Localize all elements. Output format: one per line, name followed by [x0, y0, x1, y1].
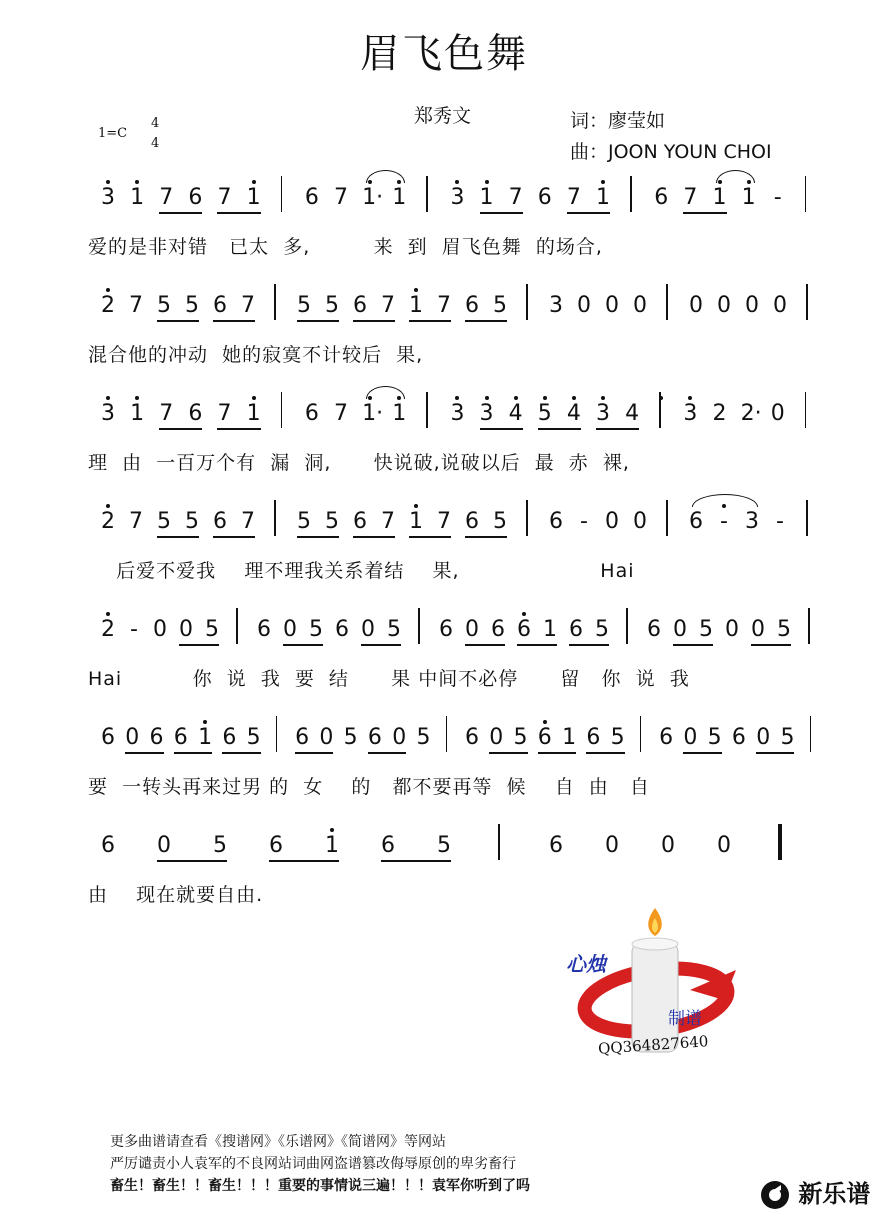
note: 6: [188, 185, 203, 210]
note: 6: [647, 617, 661, 642]
octave-dot: [514, 396, 518, 400]
beam-line: [538, 428, 581, 430]
beam-line: [465, 320, 507, 322]
note: 7: [333, 401, 348, 426]
note: 0: [577, 293, 591, 318]
beam-line: [409, 536, 451, 538]
beam-line: [217, 428, 260, 430]
site-name: 新乐谱: [798, 1180, 871, 1208]
note: 5: [343, 725, 358, 750]
note: 0: [633, 509, 647, 534]
bar-line: [526, 284, 528, 320]
note: 0: [125, 725, 140, 750]
octave-dot: [543, 396, 547, 400]
note: 0: [319, 725, 334, 750]
bar-line: [805, 176, 807, 212]
beam-line: [179, 644, 219, 646]
octave-dot: [414, 288, 418, 292]
bar-line: [498, 824, 500, 860]
note: 0: [725, 617, 739, 642]
note: 5: [213, 833, 227, 858]
note: 3: [101, 185, 115, 210]
notation-row: [0, 398, 888, 448]
beam-line: [567, 212, 610, 214]
octave-dot: [543, 720, 547, 724]
notation-row: [0, 506, 888, 556]
octave-dot: [455, 396, 459, 400]
lyric-line-1: 爱的是非对错 已太 多, 来 到 眉飞色舞 的场合,: [88, 236, 603, 258]
note: 6: [173, 725, 188, 750]
note: 7: [129, 293, 143, 318]
note: 5: [325, 509, 339, 534]
site-logo: [760, 1174, 870, 1210]
octave-dot: [659, 396, 663, 400]
note: 1: [392, 401, 407, 426]
beam-line: [217, 212, 260, 214]
note: 6: [335, 617, 349, 642]
note: 3: [745, 509, 759, 534]
beam-line: [538, 752, 576, 754]
note: 2: [712, 401, 727, 426]
note: 1: [198, 725, 213, 750]
beam-line: [465, 644, 505, 646]
note: 6: [353, 293, 367, 318]
note: 6: [304, 185, 319, 210]
bar-line: [274, 284, 276, 320]
footer-line-2: 严厉谴责小人袁军的不良网站词曲网盗谱篡改侮辱原创的卑劣畜行: [110, 1156, 516, 1172]
note: 7: [241, 509, 255, 534]
beam-line: [480, 212, 523, 214]
note: 6: [213, 293, 227, 318]
note: 6: [586, 725, 601, 750]
beam-line: [596, 428, 639, 430]
beam-line: [751, 644, 791, 646]
beam-line: [297, 320, 339, 322]
lyric-line-7: 由 现在就要自由.: [88, 884, 264, 906]
note: 0: [673, 617, 687, 642]
note: 3: [479, 401, 494, 426]
note: 6: [465, 509, 479, 534]
note: 0: [683, 725, 698, 750]
bar-line: [810, 716, 812, 752]
bar-line: [808, 608, 810, 644]
beam-line: [480, 428, 523, 430]
notation-row: [0, 290, 888, 340]
time-signature-top: 4: [151, 116, 160, 131]
note: 0: [283, 617, 297, 642]
note: 5: [610, 725, 625, 750]
note: 5: [493, 509, 507, 534]
bar-line: [778, 824, 782, 860]
note: 7: [217, 401, 232, 426]
note: 7: [381, 293, 395, 318]
beam-line: [683, 212, 726, 214]
note: 2: [101, 509, 115, 534]
bar-line: [640, 716, 642, 752]
beam-line: [381, 860, 451, 862]
octave-dot: [106, 288, 110, 292]
note: 7: [241, 293, 255, 318]
note: 6: [188, 401, 203, 426]
note: 6: [213, 509, 227, 534]
octave-dot: [106, 180, 110, 184]
octave-dot: [106, 504, 110, 508]
note: 5: [437, 833, 451, 858]
footer-line-1: 更多曲谱请查看《搜谱网》《乐谱网》《简谱网》等网站: [110, 1134, 446, 1150]
note: 1: [479, 185, 494, 210]
note: 1: [409, 293, 423, 318]
note: 7: [437, 293, 451, 318]
note: 0: [392, 725, 407, 750]
time-signature-bottom: 4: [151, 136, 160, 151]
lyric-line-4: 后爱不爱我 理不理我关系着结 果, Hai: [88, 560, 635, 582]
note: 0: [179, 617, 193, 642]
note: 5: [493, 293, 507, 318]
note: 6: [689, 509, 703, 534]
note: 0: [153, 617, 167, 642]
tie-arc: [366, 170, 405, 183]
beam-line: [673, 644, 713, 646]
lyric-line-3: 理 由 一百万个有 漏 洞, 快说破,说破以后 最 赤 裸,: [88, 452, 630, 474]
lyricist-credit: 词：廖莹如: [570, 110, 666, 132]
bar-line: [236, 608, 238, 644]
note: 0: [633, 293, 647, 318]
notation-row: [0, 614, 888, 664]
note: 3: [450, 401, 465, 426]
note: 5: [297, 509, 311, 534]
note: 0: [465, 617, 479, 642]
octave-dot: [522, 612, 526, 616]
composer-credit: 曲：JOON YOUN CHOI: [570, 141, 772, 163]
tie-arc: [716, 170, 755, 183]
note: 0: [605, 833, 619, 858]
singer: 郑秀文: [414, 105, 472, 127]
note: 7: [159, 401, 174, 426]
bar-line: [666, 284, 668, 320]
notation-row: [0, 182, 888, 232]
note: 7: [381, 509, 395, 534]
beam-line: [213, 320, 255, 322]
note: 6: [549, 833, 563, 858]
note: 4: [625, 401, 640, 426]
bar-line: [281, 176, 283, 212]
beam-line: [222, 752, 260, 754]
note: 6: [222, 725, 237, 750]
notation-row: [0, 722, 888, 772]
note: 4: [508, 401, 523, 426]
note: 1: [562, 725, 577, 750]
note: 6: [295, 725, 310, 750]
bar-line: [274, 500, 276, 536]
beam-line: [489, 752, 527, 754]
page-title: 眉飞色舞: [360, 31, 528, 77]
note: 6: [257, 617, 271, 642]
notation-row: [0, 830, 888, 880]
note: 5: [309, 617, 323, 642]
note: 5: [387, 617, 401, 642]
note: 1: [712, 185, 727, 210]
note: 6: [659, 725, 674, 750]
bar-line: [626, 608, 628, 644]
logo-qq: QQ364827640: [597, 1032, 709, 1058]
note: 0: [717, 293, 731, 318]
note: 7: [566, 185, 581, 210]
beam-line: [157, 320, 199, 322]
note: 5: [699, 617, 713, 642]
note: -: [130, 617, 138, 642]
note: 5: [707, 725, 722, 750]
note: 5: [416, 725, 431, 750]
note: 6: [381, 833, 395, 858]
record-icon: [760, 1180, 790, 1210]
octave-dot: [601, 396, 605, 400]
note: 6: [439, 617, 453, 642]
candle-logo: [560, 900, 760, 1070]
tie-arc: [692, 494, 758, 507]
note: 6: [149, 725, 164, 750]
beam-line: [125, 752, 163, 754]
note: 6: [731, 725, 746, 750]
logo-text-left: 心烛: [566, 952, 606, 976]
note: 5: [157, 293, 171, 318]
logo-text-right: 制谱: [668, 1009, 702, 1029]
note: 6: [569, 617, 583, 642]
note: 0: [605, 293, 619, 318]
octave-dot: [135, 180, 139, 184]
bar-line: [805, 392, 807, 428]
beam-line: [586, 752, 624, 754]
note: 0: [770, 401, 785, 426]
note: 1·: [362, 185, 384, 210]
note: 5: [157, 509, 171, 534]
note: 3: [683, 401, 698, 426]
note: 0: [773, 293, 787, 318]
bar-line: [446, 716, 448, 752]
note: 5: [537, 401, 552, 426]
note: 6: [465, 293, 479, 318]
note: 7: [437, 509, 451, 534]
octave-dot: [106, 612, 110, 616]
note: -: [776, 509, 784, 534]
octave-dot: [330, 828, 334, 832]
beam-line: [569, 644, 609, 646]
note: 6: [269, 833, 283, 858]
note: 1: [392, 185, 407, 210]
note: 0: [489, 725, 504, 750]
note: 3: [596, 401, 611, 426]
note: 6: [517, 617, 531, 642]
lyric-line-2: 混合他的冲动 她的寂寞不计较后 果,: [88, 344, 424, 366]
note: 0: [756, 725, 771, 750]
note: 3: [549, 293, 563, 318]
bar-line: [426, 176, 428, 212]
note: 1: [741, 185, 756, 210]
beam-line: [361, 644, 401, 646]
beam-line: [157, 536, 199, 538]
octave-dot: [572, 396, 576, 400]
beam-line: [465, 536, 507, 538]
note: 0: [661, 833, 675, 858]
note: 7: [508, 185, 523, 210]
bar-line: [426, 392, 428, 428]
note: 1: [246, 185, 261, 210]
beam-line: [157, 860, 227, 862]
note: 0: [689, 293, 703, 318]
note: 6: [491, 617, 505, 642]
note: 1: [543, 617, 557, 642]
beam-line: [368, 752, 406, 754]
note: 1: [596, 185, 611, 210]
beam-line: [353, 536, 395, 538]
note: 1: [409, 509, 423, 534]
note: 7: [683, 185, 698, 210]
beam-line: [159, 212, 202, 214]
note: 7: [333, 185, 348, 210]
beam-line: [174, 752, 212, 754]
octave-dot: [252, 396, 256, 400]
note: 6: [537, 725, 552, 750]
bar-line: [806, 500, 808, 536]
note: -: [720, 509, 728, 534]
bar-line: [666, 500, 668, 536]
note: 0: [717, 833, 731, 858]
note: 5: [325, 293, 339, 318]
octave-dot: [455, 180, 459, 184]
note: 7: [159, 185, 174, 210]
note: 0: [361, 617, 375, 642]
octave-dot: [688, 396, 692, 400]
footer-line-3: 畜生！畜生！！畜生！！！重要的事情说三遍！！！袁军你听到了吗: [110, 1178, 530, 1194]
octave-dot: [203, 720, 207, 724]
octave-dot: [414, 504, 418, 508]
note: 5: [185, 509, 199, 534]
note: 6: [101, 833, 115, 858]
beam-line: [159, 428, 202, 430]
note: 3: [450, 185, 465, 210]
note: 4: [566, 401, 581, 426]
beam-line: [409, 320, 451, 322]
bar-line: [806, 284, 808, 320]
key-signature: 1=C: [98, 126, 128, 141]
beam-line: [353, 320, 395, 322]
note: 0: [745, 293, 759, 318]
note: 1: [130, 185, 145, 210]
note: -: [580, 509, 588, 534]
note: 1·: [362, 401, 384, 426]
beam-line: [683, 752, 721, 754]
beam-line: [517, 644, 557, 646]
beam-line: [283, 644, 323, 646]
beam-line: [756, 752, 794, 754]
note: 0: [605, 509, 619, 534]
note: 6: [654, 185, 669, 210]
note: 5: [780, 725, 795, 750]
note: 6: [101, 725, 115, 750]
note: 6: [465, 725, 479, 750]
note: 2: [101, 293, 115, 318]
bar-line: [281, 392, 283, 428]
note: 5: [205, 617, 219, 642]
note: 6: [353, 509, 367, 534]
octave-dot: [135, 396, 139, 400]
note: 6: [537, 185, 552, 210]
octave-dot: [106, 396, 110, 400]
octave-dot: [252, 180, 256, 184]
bar-line: [418, 608, 420, 644]
note: 5: [297, 293, 311, 318]
tie-arc: [366, 386, 405, 399]
octave-dot: [485, 396, 489, 400]
note: 5: [595, 617, 609, 642]
note: 1: [246, 401, 261, 426]
lyric-line-6: 要 一转头再来过男 的 女 的 都不要再等 候 自 由 自: [88, 776, 650, 798]
note: 1: [325, 833, 339, 858]
bar-line: [630, 176, 632, 212]
note: 0: [157, 833, 171, 858]
note: -: [773, 185, 782, 210]
note: 5: [185, 293, 199, 318]
note: 5: [513, 725, 528, 750]
beam-line: [213, 536, 255, 538]
note: 2: [101, 617, 115, 642]
beam-line: [295, 752, 333, 754]
note: 1: [130, 401, 145, 426]
note: 2·: [740, 401, 762, 426]
note: 3: [101, 401, 115, 426]
note: 6: [549, 509, 563, 534]
lyric-line-5: Hai 你 说 我 要 结 果 中间不必停 留 你 说 我: [88, 668, 690, 690]
note: 0: [751, 617, 765, 642]
note: 7: [129, 509, 143, 534]
note: 6: [367, 725, 382, 750]
bar-line: [526, 500, 528, 536]
bar-line: [276, 716, 278, 752]
note: 5: [777, 617, 791, 642]
beam-line: [269, 860, 339, 862]
octave-dot: [601, 180, 605, 184]
note: 5: [246, 725, 261, 750]
note: 6: [304, 401, 319, 426]
octave-dot: [485, 180, 489, 184]
beam-line: [297, 536, 339, 538]
note: 7: [217, 185, 232, 210]
